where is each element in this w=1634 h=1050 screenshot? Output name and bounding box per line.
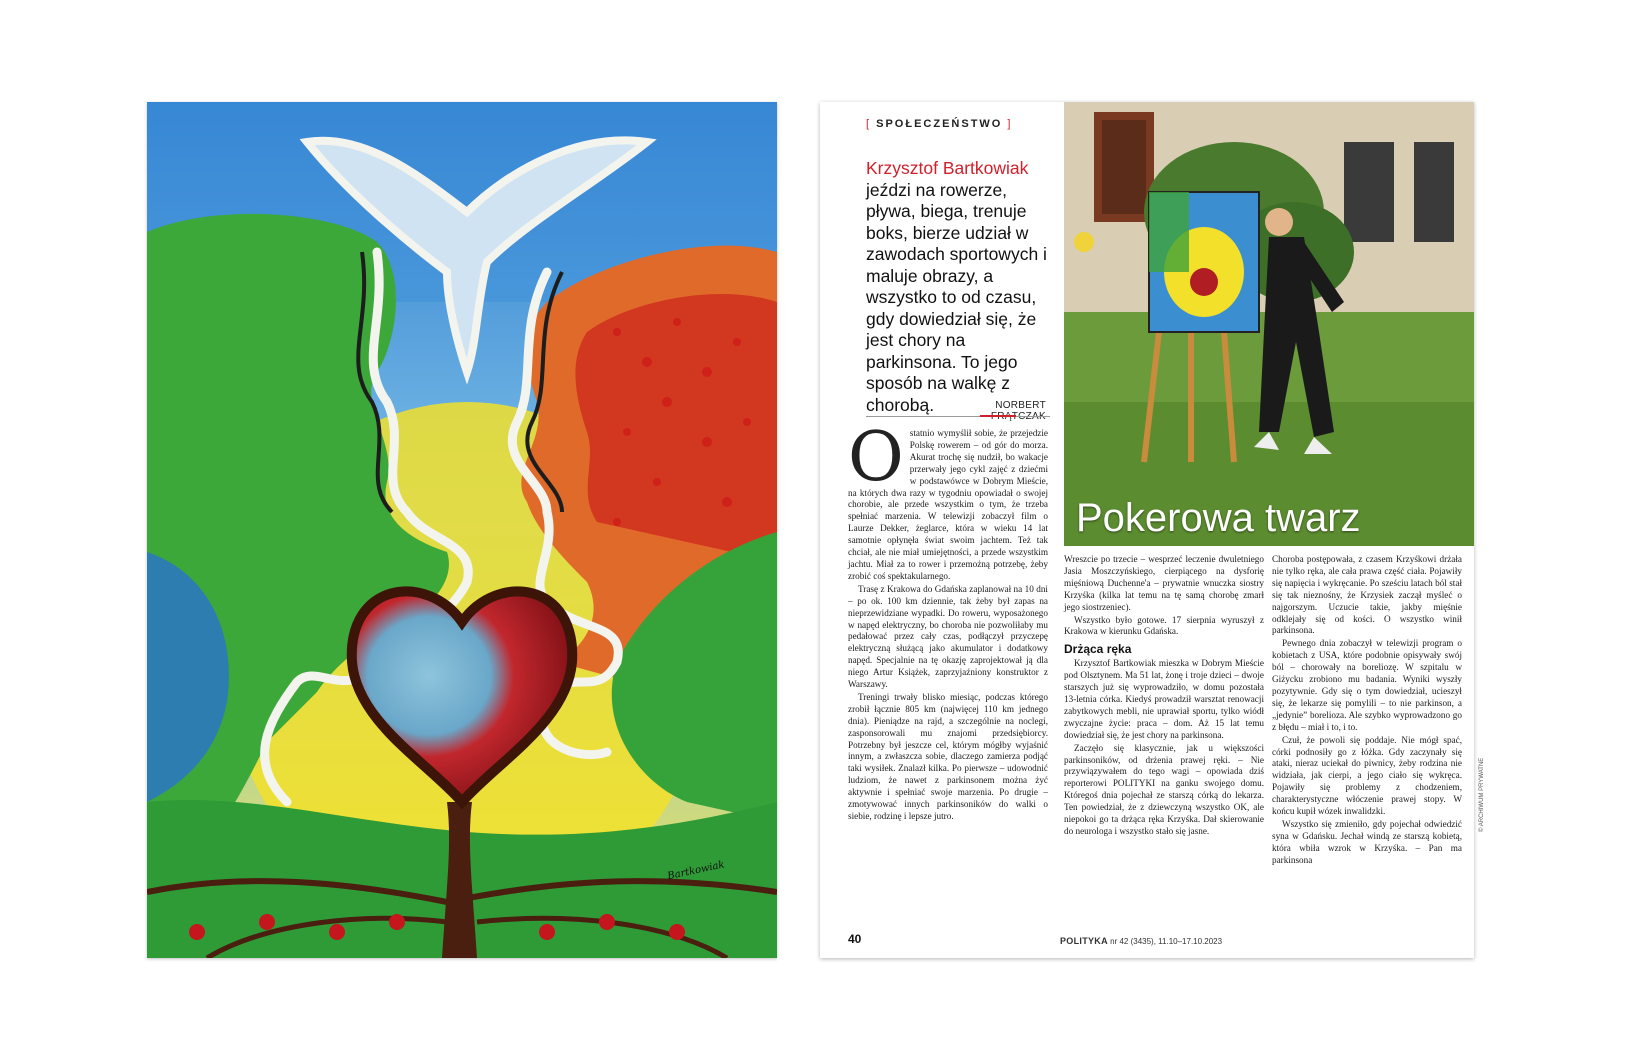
paragraph-text: statnio wymyślił sobie, że przejedzie Polskę rowerem – od gór do morza. Akurat trochę się nudził, bo wakacje przerwały jego cykl zajęć z dziećmi w podstawówce w Dobrym Mieście, na których dwa razy w tygodniu opowiadał o swojej chorobie, ale przede wszystkim o tym, że trzeba spełniać marzenia. W telewizji zobaczył film o Laurze Dekker, żeglarce, która w wieku 14 lat samotnie opłynęła świat swoim jachtem. Też tak chciał, ale nie miał umiejętności, a przede wszystkim jachtu. Miał za to rower i przemożną potrzebę, żeby zrobić coś spektakularnego.: [848, 428, 1048, 581]
paragraph: Treningi trwały blisko miesiąc, podczas którego zrobił łącznie 805 km (najwięcej 110 km jednego dnia). Pieniądze na rajd, a szczególnie na noclegi, zasponsorowali mu znajomi przedsiębiorcy. Potrzebny był jeszcze cel, którym mógłby wyjaśnić innym, a zwłaszcza sobie, dlaczego zamierza podjąć taki wysiłek. Znalazł kilka. Po pierwsze – udowodnić ludziom, że nawet z parkinsonem można żyć aktywnie i spełniać swoje marzenia. Po drugie – zmotywować innych parkinsoników do walki o siebie, rodzinę i lepsze jutro.: [848, 691, 1048, 821]
paragraph: [848, 418, 1048, 583]
paragraph: Zaczęło się klasycznie, jak u większości parkinsoników, od drżenia prawej ręki. – Nie przywiązywałem do tego wagi – opowiada dziś reporterowi POLITYKI na ganku swojego domu. Któregoś dnia pojechał ze starszą córką do lekarza. Ten powiedział, że z dziewczyną wszystko OK, ale niepokoi go ta drżąca ręka Krzyśka. Dał skierowanie do neurologa i wszystko stało się jasne.: [1064, 742, 1264, 836]
column-1: [848, 418, 1048, 824]
headline: Pokerowa twarz: [1076, 496, 1361, 540]
footer-brand: POLITYKA: [1060, 936, 1108, 946]
painting-signature: Bartkowiak: [666, 859, 726, 883]
painting-canvas: [147, 102, 777, 958]
photo-canvas: [1064, 102, 1474, 546]
byline: NORBERT: [995, 400, 1046, 411]
magazine-page: [820, 102, 1474, 958]
footer-issue: nr 42 (3435), 11.10–17.10.2023: [1110, 937, 1223, 946]
column-3: [1272, 554, 1462, 868]
column-2: [1064, 554, 1264, 839]
byline-accent: [980, 415, 1016, 417]
lead-text: jeździ na rowerze, pływa, biega, trenuje boks, bierze udział w zawodach sportowych i maluje obrazy, a wszystko to od czasu, gdy dowiedział się, że jest chory na parkinsona. To jego sposób na walkę z chorobą.: [866, 179, 1047, 415]
dropcap: O: [848, 418, 904, 497]
article-photo: [1064, 102, 1474, 546]
section-bracket-close: ]: [1007, 118, 1013, 130]
page-footer: [1060, 936, 1222, 946]
photo-credit: © ARCHIWUM PRYWATNE: [1479, 757, 1485, 832]
lead-paragraph: [866, 158, 1056, 416]
subheading: Drżąca ręka: [1064, 642, 1132, 657]
paragraph: Pewnego dnia zobaczył w telewizji program o kobietach z USA, które podobnie opisywały swój ból – chorowały na boreliozę. W szpitalu w Giżycku zrobiono mu badania. Wyniki wyszły pozytywnie. Gdy się o tym dowiedział, ucieszył się, że lekarze się pomylili – to nie parkinson, a „jedynie” borelioza. Ale szybko wyprowadzono go z błędu – miał i to, i to.: [1272, 638, 1462, 732]
paragraph: Krzysztof Bartkowiak mieszka w Dobrym Mieście pod Olsztynem. Ma 51 lat, żonę i troje dzieci – dwoje starszych już się wyprowadziło, w domu pozostała 13-letnia córka. Kiedyś prowadził warsztat renowacji zabytkowych mebli, nie uprawiał sportu, tylko wiódł zwyczajne życie: praca – dom. Aż 15 lat temu dowiedział się, że jest chory na parkinsona.: [1064, 658, 1264, 740]
paragraph: Trasę z Krakowa do Gdańska zaplanował na 10 dni – po ok. 100 km dziennie, tak żeby był zapas na nieprzewidziane wypadki. Do roweru, wyposażonego w napęd elektryczny, bo choroba nie pozwoliłaby mu pedałować przez cały czas, podłączył przyczepę elektryczną służącą jako akumulator i dodatkowy napęd. Specjalnie na tę okazję zaprojektował ją dla niego Artur Książek, zaprzyjaźniony konstruktor z Warszawy.: [848, 583, 1048, 690]
section-label: [866, 118, 1012, 130]
paragraph: Wszystko się zmieniło, gdy pojechał odwiedzić syna w Gdańsku. Jechał windą ze starszą kobietą, która wbiła wzrok w Krzyśka. – Pan ma parkinsona: [1272, 818, 1462, 865]
section-bracket-open: [: [866, 118, 872, 130]
paragraph: Wreszcie po trzecie – wesprzeć leczenie dwuletniego Jasia Moszczyńskiego, cierpiącego na dysforię mięśniową Duchenne'a – prywatnie wnuczka siostry Krzyśka (kilka lat temu na tę samą chorobę zmarł jego siostrzeniec).: [1064, 554, 1264, 612]
painting: [147, 102, 777, 958]
paragraph: Czuł, że powoli się poddaje. Nie mógł spać, córki podnosiły go z łóżka. Gdy zaczynały się ataki, nieraz uciekał do piwnicy, żeby rodzina nie widziała, jak cierpi, a jego ciało się wykręca. Pojawiły się problemy z chodzeniem, charakterystyczne włóczenie prawej stopy. W końcu kupił wózek inwalidzki.: [1272, 734, 1462, 817]
page-number: 40: [848, 932, 862, 946]
lead-author: Krzysztof Bartkowiak: [866, 158, 1029, 178]
paragraph: Choroba postępowała, z czasem Krzyśkowi drżała nie tylko ręka, ale cała prawa część ciała. Pojawiły się napięcia i wykręcanie. Po sześciu latach ból stał się tak nieznośny, że Krzysiek zaczął myśleć o najgorszym. Uczucie takie, jakby mięśnie odklejały się od kości. O wszystko winił parkinsona.: [1272, 554, 1462, 636]
section-name: SPOŁECZEŃSTWO: [876, 118, 1003, 130]
paragraph: Wszystko było gotowe. 17 sierpnia wyruszył z Krakowa w kierunku Gdańska.: [1064, 614, 1264, 637]
byline-rule: [866, 416, 1050, 417]
